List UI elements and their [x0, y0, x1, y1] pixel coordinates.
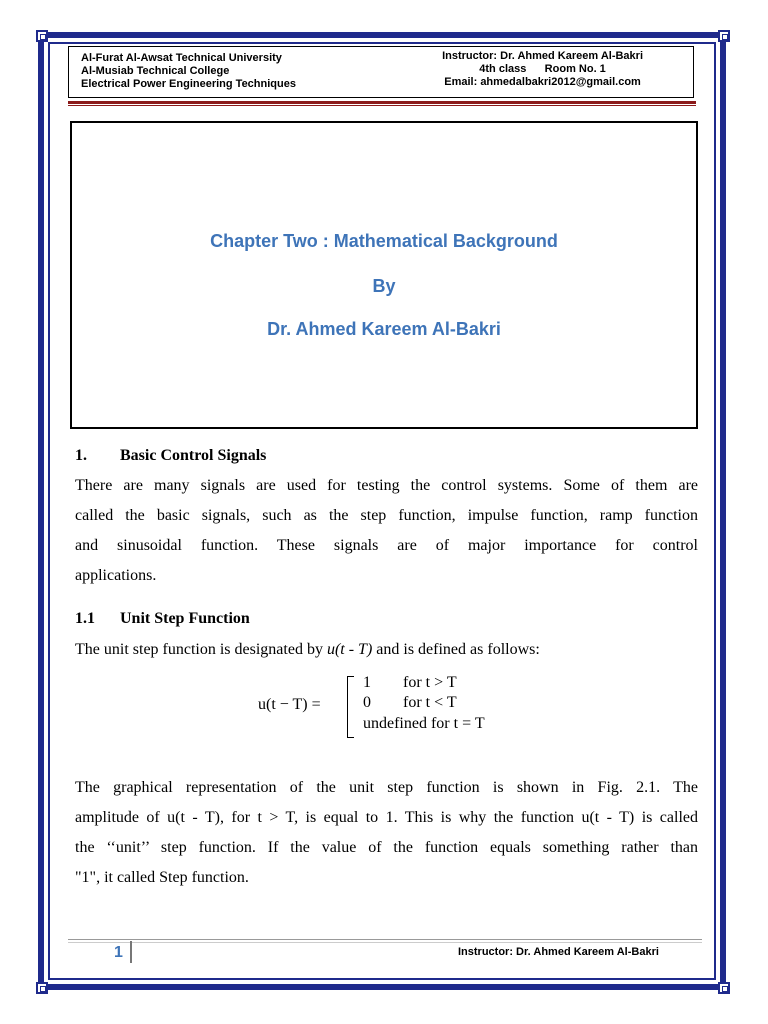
section-number: 1.: [75, 447, 87, 464]
equation-case: undefined for t = T: [363, 715, 485, 732]
footer-divider-thin: [68, 942, 702, 943]
footer-divider: [68, 939, 702, 940]
header-divider: [68, 101, 696, 104]
corner-ornament: [718, 982, 730, 994]
unit-step-equation: [258, 672, 548, 742]
class-room: 4th class Room No. 1: [479, 63, 606, 75]
corner-ornament: [36, 982, 48, 994]
section-paragraph: [75, 471, 698, 591]
subsection-heading: [75, 610, 250, 628]
piecewise-bracket: [347, 676, 354, 738]
paragraph-line: The graphical representation of the unit step function is shown in Fig. 2.1. The: [75, 779, 698, 796]
corner-ornament: [718, 30, 730, 42]
instructor-name: Instructor: Dr. Ahmed Kareem Al-Bakri: [442, 50, 643, 62]
page-number: 1: [114, 944, 123, 961]
page-number-bar: [130, 941, 132, 963]
inline-math: u(t - T): [326, 641, 373, 658]
step-description-paragraph: [75, 773, 698, 893]
paragraph-line: called the basic signals, such as the step function, impulse function, ramp function: [75, 507, 698, 524]
footer-instructor: Instructor: Dr. Ahmed Kareem Al-Bakri: [458, 946, 659, 958]
subsection-intro: The unit step function is designated by u(t - T) and is defined as follows:: [75, 641, 540, 658]
institution-info: [81, 52, 296, 91]
paragraph-line: "1", it called Step function.: [75, 869, 249, 886]
author-name: Dr. Ahmed Kareem Al-Bakri: [267, 319, 501, 339]
equation-case: 1 for t > T: [363, 674, 457, 691]
paragraph-line: and sinusoidal function. These signals are of major importance for control: [75, 537, 698, 554]
equation-lhs: u(t − T) =: [258, 696, 321, 713]
instructor-info: [442, 50, 643, 89]
paragraph-line: applications.: [75, 567, 157, 584]
paragraph-line: the ‘‘unit’’ step function. If the value of the function equals something rather than: [75, 839, 698, 856]
paragraph-line: amplitude of u(t - T), for t > T, is equal to 1. This is why the function u(t - T) is called: [75, 809, 698, 826]
university-name: Al-Furat Al-Awsat Technical University: [81, 52, 282, 64]
department-name: Electrical Power Engineering Techniques: [81, 78, 296, 90]
subsection-title: Unit Step Function: [120, 610, 250, 627]
college-name: Al-Musiab Technical College: [81, 65, 230, 77]
page-header: [68, 46, 694, 98]
paragraph-line: There are many signals are used for testing the control systems. Some of them are: [75, 477, 698, 494]
subsection-number: 1.1: [75, 610, 95, 627]
by-label: By: [372, 276, 396, 296]
equation-case: 0 for t < T: [363, 694, 457, 711]
header-divider-thin: [68, 105, 696, 106]
section-title: Basic Control Signals: [120, 447, 267, 464]
corner-ornament: [36, 30, 48, 42]
chapter-title-box: [70, 121, 698, 429]
chapter-title: Chapter Two : Mathematical Background: [210, 231, 558, 251]
instructor-email: Email: ahmedalbakri2012@gmail.com: [444, 76, 641, 88]
section-heading: [75, 447, 266, 465]
